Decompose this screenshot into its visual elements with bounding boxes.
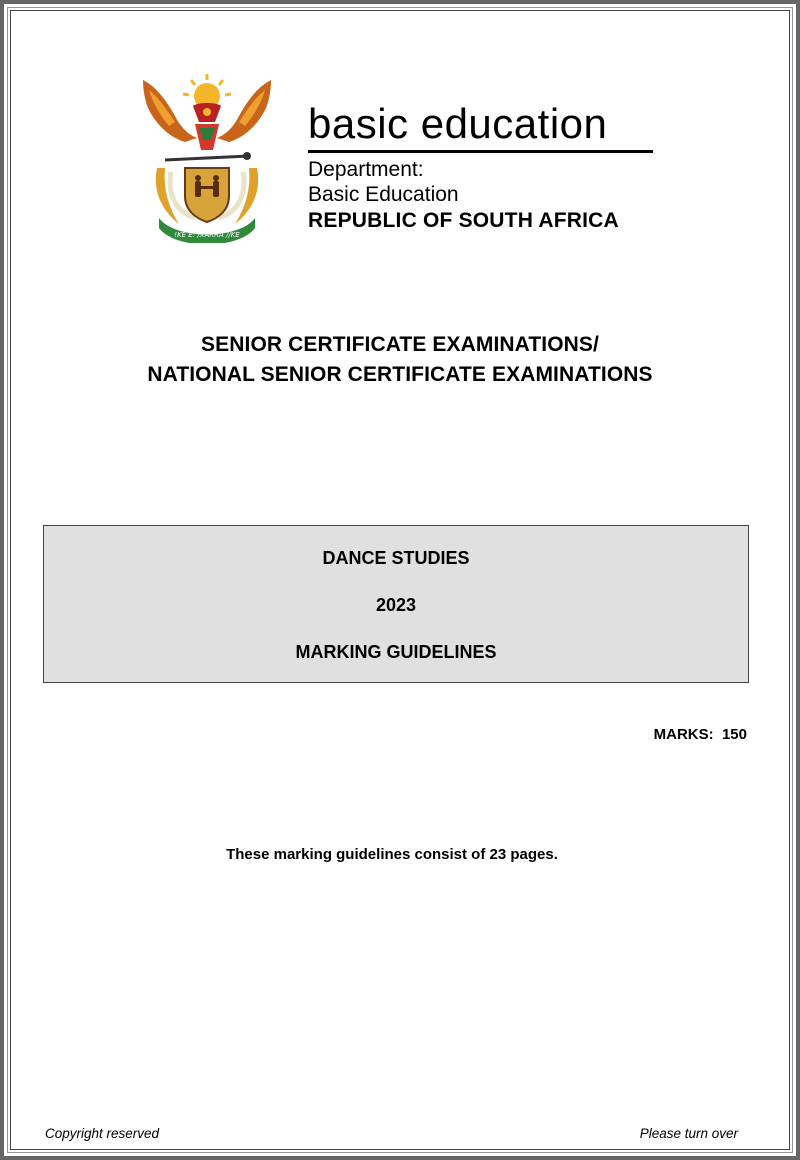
country-name: REPUBLIC OF SOUTH AFRICA: [308, 209, 619, 232]
brand-title: basic education: [308, 100, 653, 153]
footer-turn-over: Please turn over: [639, 1126, 738, 1141]
footer-copyright: Copyright reserved: [45, 1126, 160, 1141]
subject-name: DANCE STUDIES: [322, 548, 470, 568]
exam-title-line2: NATIONAL SENIOR CERTIFICATE EXAMINATIONS: [147, 363, 653, 386]
coat-of-arms-icon: [135, 68, 279, 243]
department-name: Basic Education: [308, 183, 459, 206]
svg-text:!KE E: /XARRA //KE: !KE E: /XARRA //KE: [174, 231, 240, 239]
department-label: Department:: [308, 158, 424, 181]
exam-title-line1: SENIOR CERTIFICATE EXAMINATIONS/: [201, 333, 599, 356]
document-type: MARKING GUIDELINES: [295, 642, 497, 662]
subject-box: [43, 525, 749, 683]
page-count-note: These marking guidelines consist of 23 pages.: [226, 846, 558, 863]
exam-title: [0, 330, 800, 390]
exam-year: 2023: [375, 595, 417, 615]
department-brand: [308, 100, 668, 235]
total-marks: MARKS: 150: [653, 726, 747, 743]
